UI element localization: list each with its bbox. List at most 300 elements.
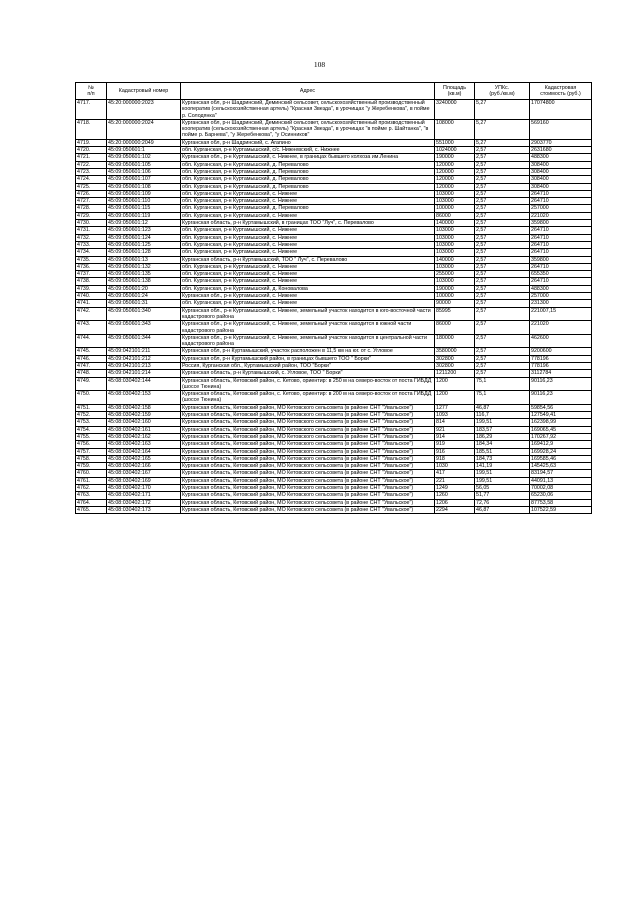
cell-number: 4733. <box>76 241 107 248</box>
cell-cadastral-cost: 90116,23 <box>530 377 592 391</box>
cell-upks: 2,57 <box>475 168 530 175</box>
cell-area: 103000 <box>435 190 475 197</box>
cell-cadastral-cost: 264710 <box>530 263 592 270</box>
table-row <box>76 463 592 470</box>
cell-area: 90000 <box>435 300 475 307</box>
header-upks: УПКс. (руб./кв.м) <box>475 83 530 100</box>
cell-number: 4723. <box>76 168 107 175</box>
cell-area: 3580000 <box>435 348 475 355</box>
cell-area: 3240000 <box>435 100 475 120</box>
cell-number: 4762. <box>76 485 107 492</box>
cell-number: 4739. <box>76 285 107 292</box>
cell-cadastral-cost: 488300 <box>530 154 592 161</box>
cell-cadastral-cost: 308400 <box>530 161 592 168</box>
cell-upks: 116,7 <box>475 412 530 419</box>
cell-upks: 75,1 <box>475 377 530 391</box>
cell-upks: 2,57 <box>475 263 530 270</box>
cell-address: обл. Курганская, р-н Куртамышский, д. Перевалово <box>181 176 435 183</box>
page-number: 108 <box>313 60 326 69</box>
cell-address: Курганская область, Кетовский район, МО Кетовского сельсовета (в районе СНТ "Увальское") <box>181 477 435 484</box>
cell-upks: 199,51 <box>475 470 530 477</box>
cell-cadastral-cost: 308400 <box>530 176 592 183</box>
cell-cadastral-cost: 778196 <box>530 362 592 369</box>
cell-address: Курганская обл., р-н Куртамышский, с. Нижнее, земельный участок находится в южной части кадастрового района <box>181 321 435 335</box>
cell-address: обл. Курганская, р-н Куртамышский, с. Нижнее <box>181 212 435 219</box>
header-cadastral-number: Кадастровый номер <box>107 83 181 100</box>
table-row <box>76 285 592 292</box>
cell-cadastral-number: 45:09:050601:107 <box>107 176 181 183</box>
cell-cadastral-number: 45:08:030402:144 <box>107 377 181 391</box>
cell-cadastral-number: 45:09:050601:1 <box>107 147 181 154</box>
cell-cadastral-number: 45:09:050601:12 <box>107 220 181 227</box>
cell-cadastral-number: 45:09:050601:343 <box>107 321 181 335</box>
cell-number: 4732. <box>76 234 107 241</box>
cell-upks: 2,57 <box>475 147 530 154</box>
cell-address: Курганская обл., р-н Куртамышский, с. Нижнее, в границах бывшего колхоза им.Ленина <box>181 154 435 161</box>
table-row <box>76 441 592 448</box>
table-row <box>76 492 592 499</box>
cell-cadastral-number: 45:09:050601:115 <box>107 205 181 212</box>
table-row <box>76 293 592 300</box>
cell-area: 103000 <box>435 227 475 234</box>
cell-address: Курганская обл, р-н Шадринский, Деминский сельсовет, сельскохозяйственный производственный кооператив (сельскохозяйственная артель) "Красная Звезда", в урочищах "в пойме р. Шайтанка", "в пойме р. Барнева", "у Жеребенкова", "у Осинников" <box>181 119 435 139</box>
cell-cadastral-cost: 65230,06 <box>530 492 592 499</box>
cell-number: 4748. <box>76 370 107 377</box>
cell-area: 302800 <box>435 362 475 369</box>
cell-address: обл. Курганская, р-н Куртамышский, д. Перевалово <box>181 168 435 175</box>
cell-upks: 2,57 <box>475 234 530 241</box>
cell-address: Курганская область, Кетовский район, с. Кетово, ориентир: в 250 м на северо-восток от поста ГИБДД (шоссе Тюнина) <box>181 377 435 391</box>
cell-area: 120000 <box>435 183 475 190</box>
table-body <box>76 100 592 514</box>
cell-cadastral-cost: 169065,45 <box>530 426 592 433</box>
cell-upks: 183,57 <box>475 426 530 433</box>
cell-upks: 46,87 <box>475 404 530 411</box>
cell-address: Курганская обл, р-н Шадринский, Деминский сельсовет, сельскохозяйственный производственный кооператив (сельскохозяйственная артель) "Красная Звезда", в урочищах "у Жеребенкова", в пойме р. Солодянка" <box>181 100 435 120</box>
table-row <box>76 455 592 462</box>
cell-cadastral-cost: 2631680 <box>530 147 592 154</box>
cell-address: Курганская обл., р-н Куртамышский, с. Нижнее, земельный участок находится в юго-восточной части кадастрового района <box>181 307 435 321</box>
cell-cadastral-number: 45:09:050601:138 <box>107 278 181 285</box>
table-row <box>76 300 592 307</box>
cell-number: 4721. <box>76 154 107 161</box>
cell-cadastral-cost: 264710 <box>530 234 592 241</box>
cell-cadastral-number: 45:09:050601:128 <box>107 249 181 256</box>
cell-number: 4753. <box>76 419 107 426</box>
cell-upks: 2,57 <box>475 285 530 292</box>
table-row <box>76 220 592 227</box>
cell-cadastral-number: 45:09:050601:108 <box>107 183 181 190</box>
cell-address: Курганская обл, р-н Куртамышский район, в границах бывшего ТОО " Борки" <box>181 355 435 362</box>
cell-cadastral-cost: 778196 <box>530 355 592 362</box>
cell-upks: 185,51 <box>475 448 530 455</box>
cell-cadastral-cost: 107522,59 <box>530 506 592 513</box>
cell-number: 4760. <box>76 470 107 477</box>
cell-upks: 56,05 <box>475 485 530 492</box>
cell-number: 4764. <box>76 499 107 506</box>
cell-cadastral-cost: 44091,13 <box>530 477 592 484</box>
cell-cadastral-cost: 257000 <box>530 205 592 212</box>
cell-number: 4758. <box>76 455 107 462</box>
cell-address: Курганская область, Кетовский район, с. Кетово, ориентир: в 200 м на северо-восток от поста ГИБДД (шоссе Тюнина) <box>181 391 435 405</box>
cell-cadastral-number: 45:08:030402:171 <box>107 492 181 499</box>
cell-number: 4724. <box>76 176 107 183</box>
cell-address: обл. Курганская, р-н Куртамышский, с. Нижнее <box>181 241 435 248</box>
cell-upks: 51,77 <box>475 492 530 499</box>
cell-area: 919 <box>435 441 475 448</box>
cell-address: обл. Курганская, р-н Куртамышский, с. Нижнее <box>181 278 435 285</box>
cell-cadastral-cost: 221020 <box>530 212 592 219</box>
cell-area: 814 <box>435 419 475 426</box>
cell-cadastral-number: 45:09:042101:211 <box>107 348 181 355</box>
header-area: Площадь (кв.м) <box>435 83 475 100</box>
table-row <box>76 404 592 411</box>
table-row <box>76 161 592 168</box>
cell-area: 1200 <box>435 377 475 391</box>
table-row <box>76 412 592 419</box>
cell-cadastral-number: 45:08:030402:173 <box>107 506 181 513</box>
cell-cadastral-cost: 3112784 <box>530 370 592 377</box>
cell-number: 4746. <box>76 355 107 362</box>
cell-upks: 2,57 <box>475 348 530 355</box>
cell-area: 103000 <box>435 241 475 248</box>
cell-area: 86000 <box>435 212 475 219</box>
cell-address: Курганская область, Кетовский район, МО Кетовского сельсовета (в районе СНТ "Увальское") <box>181 433 435 440</box>
cell-address: обл. Курганская, р-н Куртамышский, с. Нижнее <box>181 198 435 205</box>
table-row <box>76 506 592 513</box>
table-row <box>76 362 592 369</box>
cell-cadastral-number: 45:20:000000:2024 <box>107 119 181 139</box>
table-row <box>76 355 592 362</box>
cell-cadastral-cost: 359800 <box>530 256 592 263</box>
cell-upks: 2,57 <box>475 256 530 263</box>
table-row <box>76 391 592 405</box>
cell-number: 4763. <box>76 492 107 499</box>
cell-address: Курганская область, Кетовский район, МО Кетовского сельсовета (в районе СНТ "Увальское") <box>181 499 435 506</box>
table-row <box>76 426 592 433</box>
cell-cadastral-number: 45:09:050601:105 <box>107 161 181 168</box>
table-row <box>76 190 592 197</box>
cell-address: Курганская область, Кетовский район, МО Кетовского сельсовета (в районе СНТ "Увальское") <box>181 485 435 492</box>
cell-address: Курганская область, р-н Куртамышский, ТОО " Луч", с. Перевалово <box>181 256 435 263</box>
cell-upks: 2,57 <box>475 212 530 219</box>
cell-cadastral-cost: 264710 <box>530 198 592 205</box>
cell-cadastral-number: 45:09:050601:132 <box>107 263 181 270</box>
cell-upks: 2,57 <box>475 278 530 285</box>
table-row <box>76 212 592 219</box>
cell-address: Курганская обл, р-н Куртамышский, участок расположен в 11,5 км на юг. от с. Угловое <box>181 348 435 355</box>
cell-cadastral-number: 45:09:050601:20 <box>107 285 181 292</box>
cell-upks: 184,34 <box>475 441 530 448</box>
cell-upks: 2,57 <box>475 293 530 300</box>
cell-cadastral-cost: 83194,57 <box>530 470 592 477</box>
cell-area: 916 <box>435 448 475 455</box>
cell-area: 85995 <box>435 307 475 321</box>
cell-upks: 72,76 <box>475 499 530 506</box>
cell-number: 4738. <box>76 278 107 285</box>
table-row <box>76 168 592 175</box>
cell-address: Курганская область, р-н Куртамышский, в границах ТОО "Луч", с. Перевалово <box>181 220 435 227</box>
table-row <box>76 278 592 285</box>
table-row <box>76 147 592 154</box>
table-header-row <box>76 83 592 100</box>
cell-cadastral-number: 45:09:050601:31 <box>107 300 181 307</box>
cell-number: 4730. <box>76 220 107 227</box>
cell-address: обл. Курганская, р-н Куртамышский, с. Нижнее <box>181 271 435 278</box>
cell-number: 4735. <box>76 256 107 263</box>
cell-upks: 2,57 <box>475 355 530 362</box>
cell-number: 4729. <box>76 212 107 219</box>
table-row <box>76 119 592 139</box>
cell-cadastral-number: 45:09:050601:13 <box>107 256 181 263</box>
cell-cadastral-cost: 308400 <box>530 168 592 175</box>
cell-area: 918 <box>435 455 475 462</box>
cell-cadastral-number: 45:09:050601:106 <box>107 168 181 175</box>
cell-cadastral-cost: 170267,92 <box>530 433 592 440</box>
table-row <box>76 198 592 205</box>
cell-number: 4718. <box>76 119 107 139</box>
cell-cadastral-number: 45:08:030402:164 <box>107 448 181 455</box>
cell-address: Курганская область, Кетовский район, МО Кетовского сельсовета (в районе СНТ "Увальское") <box>181 441 435 448</box>
cell-area: 1206 <box>435 499 475 506</box>
cell-cadastral-cost: 59854,56 <box>530 404 592 411</box>
cell-cadastral-number: 45:09:050601:344 <box>107 334 181 348</box>
cell-cadastral-number: 45:08:030402:165 <box>107 455 181 462</box>
cell-upks: 2,57 <box>475 334 530 348</box>
table-row <box>76 348 592 355</box>
cell-number: 4765. <box>76 506 107 513</box>
cell-cadastral-number: 45:09:042101:214 <box>107 370 181 377</box>
cell-address: Курганская область, Кетовский район, МО Кетовского сельсовета (в районе СНТ "Увальское") <box>181 448 435 455</box>
cell-upks: 5,27 <box>475 139 530 146</box>
cell-area: 914 <box>435 433 475 440</box>
cell-number: 4725. <box>76 183 107 190</box>
cell-cadastral-cost: 17074800 <box>530 100 592 120</box>
cell-number: 4743. <box>76 321 107 335</box>
table-row <box>76 433 592 440</box>
cell-area: 551000 <box>435 139 475 146</box>
cell-cadastral-cost: 462600 <box>530 334 592 348</box>
cell-upks: 186,29 <box>475 433 530 440</box>
table-row <box>76 448 592 455</box>
cell-area: 103000 <box>435 263 475 270</box>
cell-cadastral-number: 45:09:042101:212 <box>107 355 181 362</box>
cell-cadastral-cost: 569160 <box>530 119 592 139</box>
cell-number: 4757. <box>76 448 107 455</box>
table-row <box>76 485 592 492</box>
table-row <box>76 271 592 278</box>
cell-cadastral-number: 45:09:050601:109 <box>107 190 181 197</box>
cell-cadastral-number: 45:09:050601:125 <box>107 241 181 248</box>
table-row <box>76 176 592 183</box>
cell-address: Курганская область, Кетовский район, МО Кетовского сельсовета (в районе СНТ "Увальское") <box>181 419 435 426</box>
cell-number: 4737. <box>76 271 107 278</box>
cell-area: 2294 <box>435 506 475 513</box>
cell-number: 4734. <box>76 249 107 256</box>
cell-cadastral-number: 45:08:030402:153 <box>107 391 181 405</box>
table-row <box>76 234 592 241</box>
cell-cadastral-cost: 169585,46 <box>530 455 592 462</box>
cell-area: 103000 <box>435 278 475 285</box>
table-row <box>76 249 592 256</box>
cell-number: 4755. <box>76 433 107 440</box>
cell-area: 103000 <box>435 234 475 241</box>
cell-address: Курганская обл., р-н Куртамышский, с. Нижнее <box>181 293 435 300</box>
cell-cadastral-cost: 2903770 <box>530 139 592 146</box>
cell-number: 4759. <box>76 463 107 470</box>
cell-upks: 5,27 <box>475 119 530 139</box>
cell-area: 1030 <box>435 463 475 470</box>
cell-cadastral-number: 45:08:030402:161 <box>107 426 181 433</box>
cell-number: 4722. <box>76 161 107 168</box>
table-row <box>76 205 592 212</box>
cell-address: Курганская обл, р-н Шадринский, с. Агапино <box>181 139 435 146</box>
cell-cadastral-number: 45:08:030402:170 <box>107 485 181 492</box>
cell-area: 100000 <box>435 293 475 300</box>
cell-address: Курганская область, Кетовский район, МО Кетовского сельсовета (в районе СНТ "Увальское") <box>181 426 435 433</box>
cell-cadastral-cost: 87753,58 <box>530 499 592 506</box>
cell-upks: 199,51 <box>475 419 530 426</box>
table-row <box>76 139 592 146</box>
cell-cadastral-number: 45:08:030402:160 <box>107 419 181 426</box>
cell-number: 4751. <box>76 404 107 411</box>
cell-cadastral-number: 45:08:030402:167 <box>107 470 181 477</box>
cell-cadastral-number: 45:20:000000:2049 <box>107 139 181 146</box>
cell-area: 302800 <box>435 355 475 362</box>
cell-area: 140000 <box>435 256 475 263</box>
cell-address: обл. Курганская, р-н Куртамышский, с/с. Нижневский, с. Нижнее <box>181 147 435 154</box>
cell-cadastral-cost: 257000 <box>530 293 592 300</box>
cell-address: обл. Курганская, р-н Куртамышский, д. Перевалово <box>181 183 435 190</box>
cell-upks: 2,57 <box>475 183 530 190</box>
cell-area: 190000 <box>435 154 475 161</box>
cell-upks: 2,57 <box>475 227 530 234</box>
cell-number: 4720. <box>76 147 107 154</box>
table-row <box>76 499 592 506</box>
table-row <box>76 477 592 484</box>
cell-area: 1093 <box>435 412 475 419</box>
cell-area: 1277 <box>435 404 475 411</box>
cell-area: 86000 <box>435 321 475 335</box>
cell-number: 4717. <box>76 100 107 120</box>
cell-cadastral-number: 45:08:030402:169 <box>107 477 181 484</box>
cell-address: Курганская область, Кетовский район, МО Кетовского сельсовета (в районе СНТ "Увальское") <box>181 455 435 462</box>
cell-cadastral-cost: 264710 <box>530 249 592 256</box>
cell-area: 221 <box>435 477 475 484</box>
cell-area: 1211200 <box>435 370 475 377</box>
table-row <box>76 377 592 391</box>
cell-area: 120000 <box>435 176 475 183</box>
cell-number: 4744. <box>76 334 107 348</box>
cell-address: обл. Курганская, р-н Куртамышский, с. Нижнее <box>181 227 435 234</box>
header-cadastral-cost: Кадастровая стоимость (руб.) <box>530 83 592 100</box>
cell-area: 120000 <box>435 168 475 175</box>
header-number: № п/п <box>76 83 107 100</box>
table-row <box>76 241 592 248</box>
cell-cadastral-number: 45:09:050601:124 <box>107 234 181 241</box>
cell-cadastral-number: 45:09:042101:213 <box>107 362 181 369</box>
cell-upks: 2,57 <box>475 249 530 256</box>
cell-area: 1249 <box>435 485 475 492</box>
cell-address: Курганская область, Кетовский район, МО Кетовского сельсовета (в районе СНТ "Увальское") <box>181 506 435 513</box>
cell-upks: 5,27 <box>475 100 530 120</box>
cell-upks: 2,57 <box>475 307 530 321</box>
cell-cadastral-cost: 264710 <box>530 190 592 197</box>
cell-area: 1200 <box>435 391 475 405</box>
cell-area: 255000 <box>435 271 475 278</box>
cell-cadastral-cost: 127549,41 <box>530 412 592 419</box>
cell-cadastral-number: 45:09:050601:102 <box>107 154 181 161</box>
table-row <box>76 100 592 120</box>
cell-upks: 2,57 <box>475 161 530 168</box>
cell-upks: 199,51 <box>475 477 530 484</box>
table-row <box>76 321 592 335</box>
cell-cadastral-number: 45:09:050601:119 <box>107 212 181 219</box>
table-row <box>76 183 592 190</box>
cell-number: 4726. <box>76 190 107 197</box>
cell-address: обл. Курганская, р-н Куртамышский, с. Нижнее <box>181 300 435 307</box>
cell-cadastral-number: 45:08:030402:166 <box>107 463 181 470</box>
cell-number: 4740. <box>76 293 107 300</box>
cell-area: 1024000 <box>435 147 475 154</box>
cell-number: 4749. <box>76 377 107 391</box>
cell-area: 103000 <box>435 198 475 205</box>
cell-address: обл. Курганская, р-н Куртамышский, с. Нижнее <box>181 249 435 256</box>
cell-upks: 2,57 <box>475 205 530 212</box>
cell-address: обл. Курганская, р-н Куртамышский, д. Коновалова <box>181 285 435 292</box>
cell-address: Курганская область, Кетовский район, МО Кетовского сельсовета (в районе СНТ "Увальское") <box>181 463 435 470</box>
cell-cadastral-number: 45:08:030402:162 <box>107 433 181 440</box>
cell-cadastral-cost: 231300 <box>530 300 592 307</box>
cell-number: 4728. <box>76 205 107 212</box>
cell-cadastral-cost: 9200600 <box>530 348 592 355</box>
cell-number: 4736. <box>76 263 107 270</box>
cell-number: 4745. <box>76 348 107 355</box>
cell-cadastral-number: 45:09:050601:135 <box>107 271 181 278</box>
cell-upks: 2,57 <box>475 154 530 161</box>
cell-cadastral-cost: 70002,08 <box>530 485 592 492</box>
cell-number: 4727. <box>76 198 107 205</box>
cell-upks: 2,57 <box>475 198 530 205</box>
cell-area: 103000 <box>435 249 475 256</box>
table-row <box>76 256 592 263</box>
cell-upks: 2,57 <box>475 176 530 183</box>
cell-area: 180000 <box>435 334 475 348</box>
cell-number: 4742. <box>76 307 107 321</box>
header-address: Адрес <box>181 83 435 100</box>
cell-cadastral-cost: 264710 <box>530 278 592 285</box>
cell-upks: 2,57 <box>475 362 530 369</box>
table-row <box>76 263 592 270</box>
cell-upks: 184,73 <box>475 455 530 462</box>
cell-address: Курганская область, Кетовский район, МО Кетовского сельсовета (в районе СНТ "Увальское") <box>181 470 435 477</box>
cell-cadastral-number: 45:20:000000:2023 <box>107 100 181 120</box>
cell-number: 4756. <box>76 441 107 448</box>
table-row <box>76 227 592 234</box>
cell-area: 921 <box>435 426 475 433</box>
cell-address: обл. Курганская, р-н Куртамышский, д. Перевалово <box>181 205 435 212</box>
cell-number: 4761. <box>76 477 107 484</box>
table-row <box>76 370 592 377</box>
cell-area: 417 <box>435 470 475 477</box>
cell-area: 1260 <box>435 492 475 499</box>
cell-cadastral-number: 45:08:030402:159 <box>107 412 181 419</box>
cell-upks: 2,57 <box>475 370 530 377</box>
cell-upks: 75,1 <box>475 391 530 405</box>
cell-cadastral-cost: 169928,24 <box>530 448 592 455</box>
cell-cadastral-number: 45:08:030402:163 <box>107 441 181 448</box>
cell-address: Курганская область, Кетовский район, МО Кетовского сельсовета (в районе СНТ "Увальское") <box>181 412 435 419</box>
